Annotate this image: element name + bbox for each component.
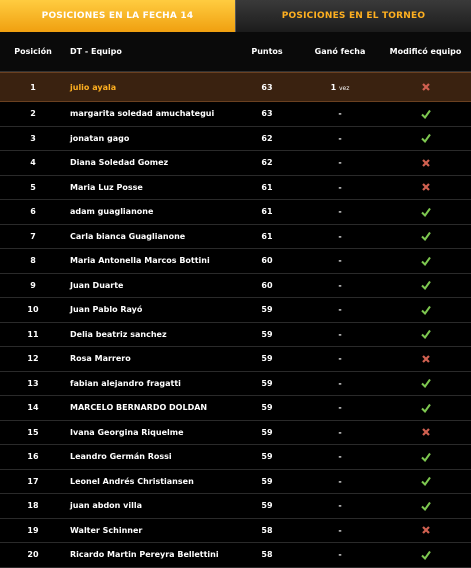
row-modified-team — [380, 452, 471, 462]
row-won-round — [300, 109, 380, 118]
row-modified-team — [380, 403, 471, 413]
won-count: - — [338, 378, 342, 388]
row-modified-team — [380, 305, 471, 315]
row-team-name: Ricardo Martin Pereyra Bellettini — [70, 550, 219, 560]
row-points: 62 — [261, 133, 273, 143]
row-team-name: MARCELO BERNARDO DOLDAN — [70, 403, 208, 413]
row-won-round — [300, 501, 380, 510]
table-row — [0, 176, 471, 201]
row-points: 62 — [261, 158, 273, 168]
won-count: - — [338, 452, 342, 462]
row-position: 18 — [27, 501, 39, 511]
cross-icon — [421, 158, 431, 168]
cross-icon — [421, 182, 431, 192]
row-points: 59 — [261, 354, 273, 364]
row-position: 12 — [27, 354, 39, 364]
check-icon — [421, 329, 431, 339]
won-count: - — [338, 231, 342, 241]
won-count: - — [338, 280, 342, 290]
row-points: 59 — [261, 329, 273, 339]
row-modified-team — [380, 133, 471, 143]
table-row — [0, 519, 471, 544]
row-won-round — [300, 330, 380, 339]
row-position: 20 — [27, 550, 39, 560]
row-position: 7 — [30, 231, 36, 241]
won-count: 1 — [330, 82, 337, 92]
row-modified-team — [380, 280, 471, 290]
row-position: 17 — [27, 476, 39, 486]
row-position: 5 — [30, 182, 36, 192]
check-icon — [421, 133, 431, 143]
table-row — [0, 372, 471, 397]
row-won-round — [300, 256, 380, 265]
row-modified-team — [380, 550, 471, 560]
won-count: - — [338, 305, 342, 315]
row-won-round — [300, 550, 380, 559]
header-points: Puntos — [251, 47, 283, 56]
table-row — [0, 298, 471, 323]
header-modified-team: Modificó equipo — [389, 47, 462, 56]
row-points: 58 — [261, 550, 273, 560]
row-position: 6 — [30, 207, 36, 217]
row-modified-team — [380, 109, 471, 119]
row-team-name: julio ayala — [70, 82, 117, 92]
row-position: 11 — [27, 329, 39, 339]
table-row — [0, 494, 471, 519]
row-points: 59 — [261, 378, 273, 388]
row-team-name: Carla bianca Guaglianone — [70, 231, 186, 241]
check-icon — [421, 550, 431, 560]
won-count: - — [338, 403, 342, 413]
row-won-round — [300, 428, 380, 437]
row-team-name: Delia beatriz sanchez — [70, 329, 167, 339]
check-icon — [421, 305, 431, 315]
row-team-name: Leandro Germán Rossi — [70, 452, 172, 462]
row-points: 61 — [261, 231, 273, 241]
won-count: - — [338, 158, 342, 168]
row-team-name: Walter Schinner — [70, 525, 143, 535]
row-modified-team — [380, 182, 471, 192]
table-row — [0, 151, 471, 176]
table-row — [0, 102, 471, 127]
row-won-round — [300, 452, 380, 461]
won-count: - — [338, 525, 342, 535]
check-icon — [421, 476, 431, 486]
won-count: - — [338, 207, 342, 217]
row-points: 58 — [261, 525, 273, 535]
row-won-round — [300, 477, 380, 486]
row-team-name: jonatan gago — [70, 133, 130, 143]
row-team-name: Diana Soledad Gomez — [70, 158, 169, 168]
won-count: - — [338, 427, 342, 437]
header-won-round: Ganó fecha — [314, 47, 366, 56]
won-count: - — [338, 476, 342, 486]
table-row — [0, 470, 471, 495]
check-icon — [421, 207, 431, 217]
row-team-name: Juan Duarte — [70, 280, 124, 290]
row-points: 61 — [261, 182, 273, 192]
table-row — [0, 396, 471, 421]
tab-fecha[interactable]: POSICIONES EN LA FECHA 14 — [0, 0, 235, 32]
row-points: 59 — [261, 305, 273, 315]
row-position: 19 — [27, 525, 39, 535]
table-row — [0, 249, 471, 274]
check-icon — [421, 280, 431, 290]
row-team-name: Maria Antonella Marcos Bottini — [70, 256, 210, 266]
row-won-round — [300, 158, 380, 167]
check-icon — [421, 501, 431, 511]
row-modified-team — [380, 476, 471, 486]
row-modified-team — [380, 354, 471, 364]
won-unit: vez — [338, 84, 350, 92]
row-won-round — [300, 83, 380, 92]
table-row — [0, 72, 471, 102]
standings-table — [0, 72, 471, 568]
row-team-name: Juan Pablo Rayó — [70, 305, 143, 315]
row-team-name: Leonel Andrés Christiansen — [70, 476, 194, 486]
header-team: DT - Equipo — [70, 47, 122, 56]
won-count: - — [338, 133, 342, 143]
tab-bar — [0, 0, 471, 32]
won-count: - — [338, 182, 342, 192]
row-modified-team — [380, 158, 471, 168]
header-position: Posición — [14, 47, 52, 56]
table-row — [0, 323, 471, 348]
row-position: 1 — [30, 82, 36, 92]
table-row — [0, 200, 471, 225]
row-won-round — [300, 379, 380, 388]
row-position: 8 — [30, 256, 36, 266]
check-icon — [421, 452, 431, 462]
row-points: 60 — [261, 280, 273, 290]
row-team-name: Ivana Georgina Riquelme — [70, 427, 184, 437]
row-modified-team — [380, 525, 471, 535]
table-row — [0, 225, 471, 250]
row-modified-team — [380, 82, 471, 92]
row-won-round — [300, 232, 380, 241]
check-icon — [421, 231, 431, 241]
row-won-round — [300, 354, 380, 363]
row-position: 16 — [27, 452, 39, 462]
table-row — [0, 543, 471, 568]
row-modified-team — [380, 329, 471, 339]
cross-icon — [421, 525, 431, 535]
row-points: 60 — [261, 256, 273, 266]
row-position: 2 — [30, 109, 36, 119]
row-team-name: fabian alejandro fragatti — [70, 378, 181, 388]
row-modified-team — [380, 501, 471, 511]
tab-torneo[interactable]: POSICIONES EN EL TORNEO — [235, 0, 471, 32]
cross-icon — [421, 82, 431, 92]
won-count: - — [338, 550, 342, 560]
row-won-round — [300, 281, 380, 290]
row-modified-team — [380, 378, 471, 388]
row-won-round — [300, 183, 380, 192]
check-icon — [421, 378, 431, 388]
row-points: 59 — [261, 403, 273, 413]
row-points: 63 — [261, 109, 273, 119]
row-team-name: Maria Luz Posse — [70, 182, 143, 192]
table-row — [0, 421, 471, 446]
table-row — [0, 347, 471, 372]
row-position: 14 — [27, 403, 39, 413]
cross-icon — [421, 354, 431, 364]
table-row — [0, 274, 471, 299]
row-position: 15 — [27, 427, 39, 437]
row-won-round — [300, 207, 380, 216]
row-modified-team — [380, 207, 471, 217]
row-points: 61 — [261, 207, 273, 217]
row-points: 59 — [261, 427, 273, 437]
row-modified-team — [380, 256, 471, 266]
row-modified-team — [380, 231, 471, 241]
row-won-round — [300, 403, 380, 412]
row-position: 10 — [27, 305, 39, 315]
check-icon — [421, 109, 431, 119]
row-won-round — [300, 526, 380, 535]
table-row — [0, 445, 471, 470]
row-position: 4 — [30, 158, 36, 168]
row-position: 9 — [30, 280, 36, 290]
row-position: 13 — [27, 378, 39, 388]
row-team-name: margarita soledad amuchategui — [70, 109, 215, 119]
won-count: - — [338, 354, 342, 364]
row-won-round — [300, 305, 380, 314]
table-header — [0, 32, 471, 72]
row-team-name: Rosa Marrero — [70, 354, 131, 364]
check-icon — [421, 256, 431, 266]
row-position: 3 — [30, 133, 36, 143]
won-count: - — [338, 501, 342, 511]
won-count: - — [338, 256, 342, 266]
row-points: 63 — [261, 82, 273, 92]
cross-icon — [421, 427, 431, 437]
row-points: 59 — [261, 452, 273, 462]
table-row — [0, 127, 471, 152]
row-team-name: juan abdon villa — [70, 501, 142, 511]
row-points: 59 — [261, 501, 273, 511]
row-won-round — [300, 134, 380, 143]
row-points: 59 — [261, 476, 273, 486]
row-team-name: adam guaglianone — [70, 207, 154, 217]
won-count: - — [338, 109, 342, 119]
won-count: - — [338, 329, 342, 339]
check-icon — [421, 403, 431, 413]
row-modified-team — [380, 427, 471, 437]
